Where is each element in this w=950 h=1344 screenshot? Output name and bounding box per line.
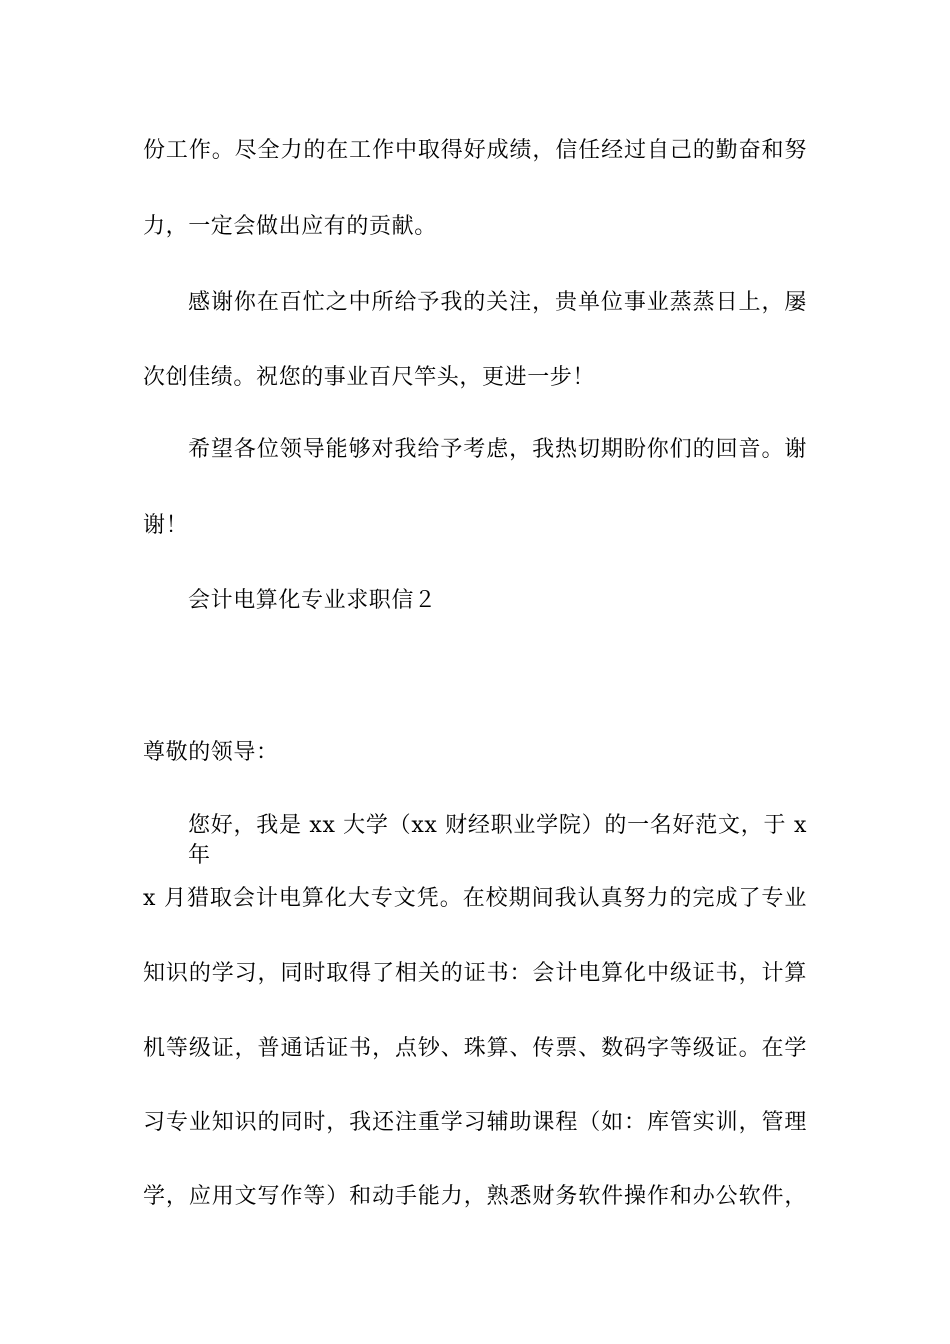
paragraph-line: 感谢你在百忙之中所给予我的关注，贵单位事业蒸蒸日上，屡: [188, 290, 807, 315]
paragraph-line: 知识的学习，同时取得了相关的证书：会计电算化中级证书，计算: [143, 961, 807, 986]
paragraph-line: 希望各位领导能够对我给予考虑，我热切期盼你们的回音。谢: [188, 437, 807, 462]
section-heading: 会计电算化专业求职信２: [188, 588, 437, 613]
paragraph-line: x 月猎取会计电算化大专文凭。在校期间我认真努力的完成了专业: [143, 886, 807, 911]
paragraph-line: 份工作。尽全力的在工作中取得好成绩，信任经过自己的勤奋和努: [143, 138, 807, 163]
paragraph-line: 习专业知识的同时，我还注重学习辅助课程（如：库管实训，管理: [143, 1110, 807, 1135]
paragraph-line: 谢！: [143, 513, 189, 538]
salutation: 尊敬的领导：: [143, 740, 279, 765]
paragraph-line: 机等级证，普通话证书，点钞、珠算、传票、数码字等级证。在学: [143, 1036, 807, 1061]
paragraph-line: 学，应用文写作等）和动手能力，熟悉财务软件操作和办公软件，: [143, 1184, 807, 1209]
paragraph-line: 力，一定会做出应有的贡献。: [143, 214, 437, 239]
paragraph-line: 次创佳绩。祝您的事业百尺竿头，更进一步！: [143, 365, 596, 390]
paragraph-line: 您好，我是 xx 大学（xx 财经职业学院）的一名好范文，于 x 年: [188, 813, 807, 868]
